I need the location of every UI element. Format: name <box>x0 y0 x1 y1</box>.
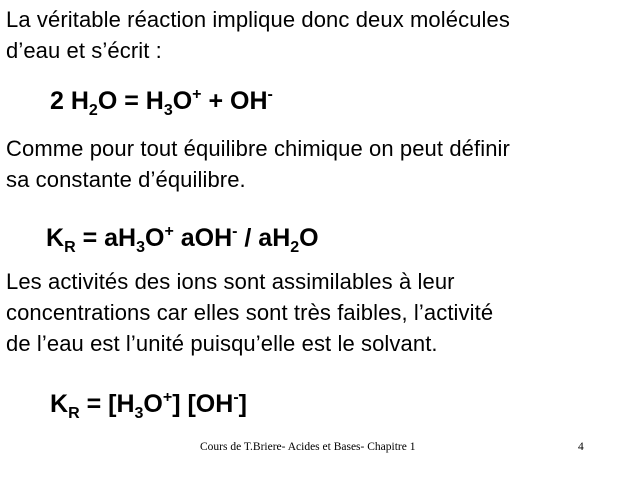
eq1-part-3: O <box>172 87 193 115</box>
eq2-sub-2: 3 <box>136 239 145 256</box>
intro-line-1: La véritable réaction implique donc deux molécules <box>6 7 510 32</box>
footer-page-number: 4 <box>578 441 584 453</box>
eq3-part-4: ] [OH <box>172 390 234 418</box>
eq2-sup-1: + <box>164 223 174 240</box>
eq2-sup-2: - <box>232 223 238 240</box>
eq2-part-5: / aH <box>237 224 291 252</box>
activities-line-1: Les activités des ions sont assimilables à leur <box>6 269 455 294</box>
eq1-sub-2: 3 <box>163 102 173 119</box>
equilibrium-line-1: Comme pour tout équilibre chimique on peut définir <box>6 136 510 161</box>
eq1-sup-2: - <box>267 86 273 103</box>
eq1-part-2: O = H <box>97 87 164 115</box>
eq3-sup-1: + <box>162 389 173 406</box>
eq3-part-3: O <box>143 390 163 418</box>
eq1-sup-1: + <box>192 86 202 103</box>
eq3-sub-2: 3 <box>134 405 144 422</box>
eq2-part-2: = aH <box>75 224 137 252</box>
eq3-part-1: K <box>50 390 69 418</box>
eq1-part-4: + OH <box>201 87 268 115</box>
intro-line-2: d’eau et s’écrit : <box>6 38 162 63</box>
equilibrium-constant-activities <box>46 223 319 256</box>
activities-line-3: de l’eau est l’unité puisqu’elle est le solvant. <box>6 331 438 356</box>
eq1-part-1: 2 H <box>50 87 89 115</box>
eq3-sub-1: R <box>68 405 80 422</box>
activities-line-2: concentrations car elles sont très faibles, l’activité <box>6 300 494 325</box>
autoprotolysis-equation <box>50 86 273 119</box>
equilibrium-paragraph <box>6 133 510 195</box>
intro-paragraph <box>6 4 510 66</box>
eq1-sub-1: 2 <box>88 102 98 119</box>
eq3-part-2: = [H <box>79 390 135 418</box>
eq2-part-1: K <box>46 224 65 252</box>
eq2-part-3: O <box>144 224 165 252</box>
footer-course-title: Cours de T.Briere- Acides et Bases- Chapitre 1 <box>200 441 416 453</box>
activities-paragraph <box>6 266 493 359</box>
equilibrium-line-2: sa constante d’équilibre. <box>6 167 246 192</box>
eq2-sub-1: R <box>64 239 76 256</box>
eq3-sup-2: - <box>233 389 239 406</box>
equilibrium-constant-concentrations <box>50 389 247 422</box>
eq3-part-5: ] <box>238 390 247 418</box>
eq2-sub-3: 2 <box>290 239 300 256</box>
eq2-part-6: O <box>299 224 319 252</box>
eq2-part-4: aOH <box>173 224 233 252</box>
